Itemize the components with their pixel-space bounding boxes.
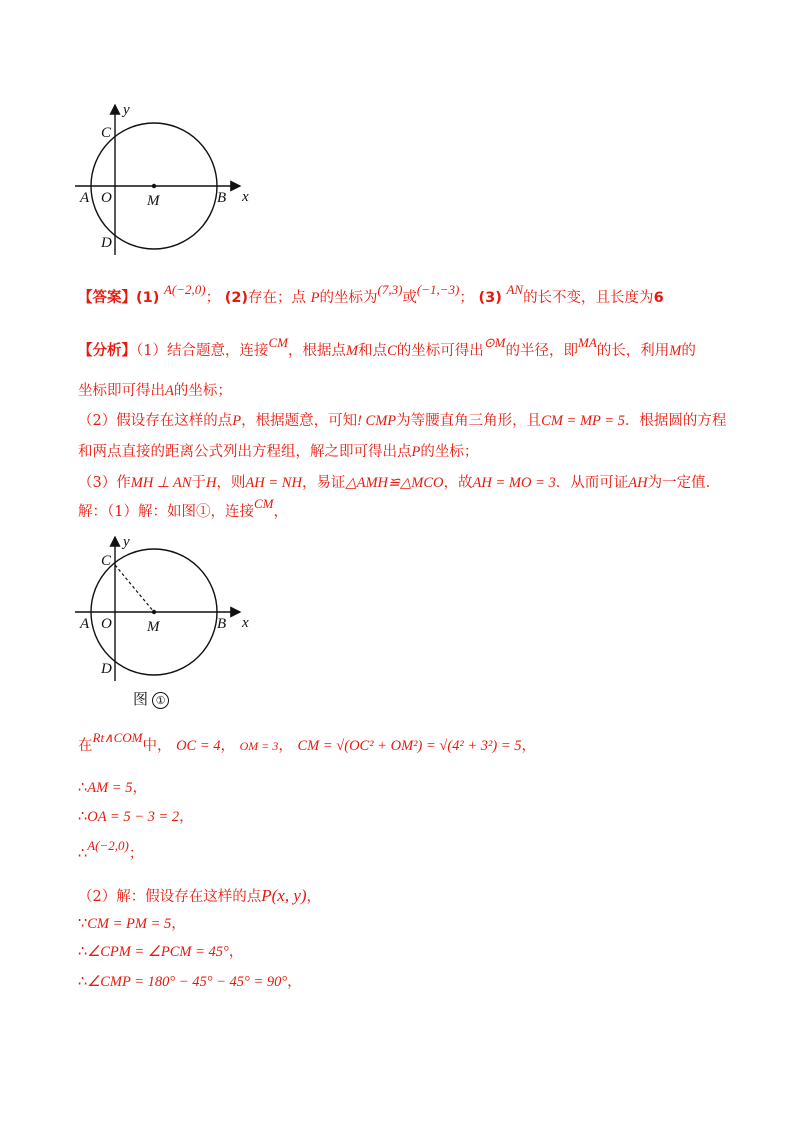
figure-caption — [133, 688, 169, 709]
solution-sep-4: ， — [132, 780, 147, 796]
therefore-icon: ∴ — [78, 809, 88, 825]
analysis-s1a: （1）结合题意，连接 — [136, 343, 269, 359]
solution-sep-1: ， — [220, 738, 236, 754]
analysis-s1-a: A — [165, 383, 174, 399]
analysis-s3-eq2: AH = MO = 3 — [472, 475, 556, 491]
answer-part2-end: ； — [459, 290, 474, 306]
solution-l1a: 在 — [78, 738, 93, 754]
analysis-tag: 【分析】 — [78, 343, 136, 359]
answer-part3-num: (3) — [478, 290, 502, 306]
solution-part2-intro — [78, 885, 321, 906]
answer-part2-text: 存在；点 — [248, 290, 307, 306]
analysis-s1b: ，根据点 — [287, 343, 346, 359]
solution-intro-text: 解：（1）解：如图①，连接 — [78, 504, 254, 520]
therefore-icon: ∴ — [78, 974, 88, 990]
label-m: M — [147, 193, 160, 209]
label-b: B — [217, 190, 227, 206]
segment-cm — [115, 565, 154, 612]
analysis-s3d: ，易证 — [301, 475, 346, 491]
analysis-s2-p2: P — [411, 444, 421, 460]
label-m: M — [147, 619, 160, 635]
solution-l6: ∠CPM = ∠PCM = 45° — [87, 944, 229, 960]
analysis-s2-p: P — [232, 413, 242, 429]
answer-part2-coord2: (−1,−3) — [416, 282, 460, 297]
solution-sep-9: ， — [287, 974, 302, 990]
solution-p2-point: P(x, y) — [261, 886, 307, 905]
solution-line-2 — [78, 776, 147, 797]
solution-sep-8: ， — [228, 944, 244, 960]
solution-line-7 — [78, 970, 302, 991]
label-y: y — [123, 102, 130, 118]
figure-caption-number: ① — [152, 692, 169, 709]
solution-sep-6: ， — [306, 889, 322, 905]
analysis-s3-congruence: △AMH≌△MCO — [345, 475, 444, 491]
solution-sep-7: ， — [171, 916, 186, 932]
solution-l4: A(−2,0) — [87, 838, 129, 853]
solution-sep-2: ， — [278, 738, 293, 754]
figure-caption-text: 图 — [133, 690, 149, 708]
label-c: C — [101, 125, 112, 141]
analysis-line-2 — [78, 379, 232, 400]
analysis-s1h: 坐标即可得出 — [78, 383, 165, 399]
label-y: y — [123, 535, 130, 550]
analysis-s1f: 的长，利用 — [596, 343, 670, 359]
analysis-s2d: ．根据圆的方程 — [624, 413, 727, 429]
answer-tag: 【答案】 — [78, 290, 136, 306]
analysis-line-3 — [78, 409, 726, 430]
answer-part2-p: P — [310, 290, 320, 306]
therefore-icon: ∴ — [78, 780, 88, 796]
solution-l1-om: OM = 3 — [239, 739, 279, 753]
solution-l5: CM = PM = 5 — [87, 916, 172, 932]
analysis-s1-m2: M — [669, 343, 682, 359]
label-d: D — [101, 235, 112, 251]
answer-part3-value: 6 — [653, 290, 664, 306]
answer-part1-end: ； — [205, 290, 221, 306]
solution-l7: ∠CMP = 180° − 45° − 45° = 90° — [87, 974, 288, 990]
analysis-line-1 — [78, 335, 696, 360]
label-c: C — [101, 553, 112, 569]
coordinate-figure-2 — [70, 535, 260, 685]
label-d: D — [101, 661, 112, 677]
solution-l1-triangle: Rt∧COM — [92, 730, 143, 745]
analysis-s3-eq: AH = NH — [245, 475, 302, 491]
center-point — [152, 184, 156, 188]
analysis-s3g: 为一定值． — [647, 475, 721, 491]
answer-part2-coord1: (7,3) — [377, 282, 403, 297]
because-icon: ∵ — [78, 916, 88, 932]
label-o: O — [101, 190, 112, 206]
answer-part2-num: (2) — [224, 290, 249, 306]
solution-sep-5: ， — [179, 809, 194, 825]
analysis-s1-cm: CM — [268, 335, 288, 350]
solution-l1-cm: CM = √(OC² + OM²) = √(4² + 3²) = 5 — [297, 738, 522, 754]
answer-line — [78, 282, 664, 307]
analysis-s1g: 的 — [681, 343, 696, 359]
analysis-s3a: （3）作 — [78, 475, 131, 491]
therefore-icon: ∴ — [78, 846, 88, 862]
solution-l3: OA = 5 − 3 = 2 — [87, 809, 180, 825]
analysis-line-5 — [78, 471, 720, 492]
solution-line-3 — [78, 805, 194, 826]
analysis-s3b: 于 — [191, 475, 206, 491]
analysis-s2e: 和两点直接的距离公式列出方程组，解之即可得出点 — [78, 444, 412, 460]
analysis-s2-eq: CM = MP = 5 — [541, 413, 625, 429]
solution-intro-end: ， — [273, 504, 288, 520]
analysis-s2c: 为等腰直角三角形，且 — [396, 413, 542, 429]
analysis-s3c: ，则 — [216, 475, 246, 491]
solution-line-5 — [78, 912, 186, 933]
analysis-s1i: 的坐标； — [173, 383, 232, 399]
label-x: x — [242, 189, 249, 205]
answer-part2-or: 或 — [402, 290, 417, 306]
solution-intro — [78, 496, 288, 521]
answer-part3-an: AN — [506, 282, 524, 297]
answer-part1-math: A(−2,0) — [163, 282, 206, 297]
solution-p2-intro: （2）解：假设存在这样的点 — [78, 889, 262, 905]
analysis-s1-m: M — [345, 343, 359, 359]
label-o: O — [101, 616, 112, 632]
analysis-s2f: 的坐标； — [420, 444, 479, 460]
solution-line-6 — [78, 940, 243, 961]
analysis-s3e: ，故 — [443, 475, 473, 491]
analysis-s1e: 的半径，即 — [505, 343, 578, 359]
analysis-s2b: ，根据题意，可知 — [241, 413, 358, 429]
answer-part2-text2: 的坐标为 — [319, 290, 378, 306]
label-b: B — [217, 616, 227, 632]
solution-intro-cm: CM — [253, 496, 274, 511]
analysis-s1-circle-m: ⊙M — [483, 335, 506, 350]
analysis-s3-ah: AH — [628, 475, 648, 491]
label-x: x — [242, 615, 249, 631]
coordinate-figure-1 — [70, 100, 260, 260]
analysis-s1c: 和点 — [358, 343, 388, 359]
analysis-s2a: （2）假设存在这样的点 — [78, 413, 233, 429]
solution-l2: AM = 5 — [87, 780, 133, 796]
analysis-s3f: ．从而可证 — [555, 475, 629, 491]
analysis-s2-triangle: ! CMP — [357, 413, 397, 429]
solution-line-1 — [78, 730, 536, 755]
analysis-s1-c: C — [387, 343, 397, 359]
solution-l1b: 中， — [142, 738, 172, 754]
solution-l1-oc: OC = 4 — [176, 738, 221, 754]
analysis-s1-ma: MA — [577, 335, 597, 350]
solution-sep-3: ， — [521, 738, 536, 754]
solution-l4-end: ； — [128, 846, 144, 862]
center-point — [152, 610, 156, 614]
solution-line-4 — [78, 838, 144, 863]
analysis-s3-perp: MH ⊥ AN — [130, 475, 192, 491]
label-a: A — [80, 616, 90, 632]
label-a: A — [80, 190, 90, 206]
analysis-s1d: 的坐标可得出 — [396, 343, 484, 359]
therefore-icon: ∴ — [78, 944, 88, 960]
analysis-s3-h: H — [205, 475, 217, 491]
analysis-line-4 — [78, 440, 478, 461]
answer-part1-num: (1) — [136, 290, 160, 306]
answer-part3-text: 的长不变，且长度为 — [523, 290, 654, 306]
